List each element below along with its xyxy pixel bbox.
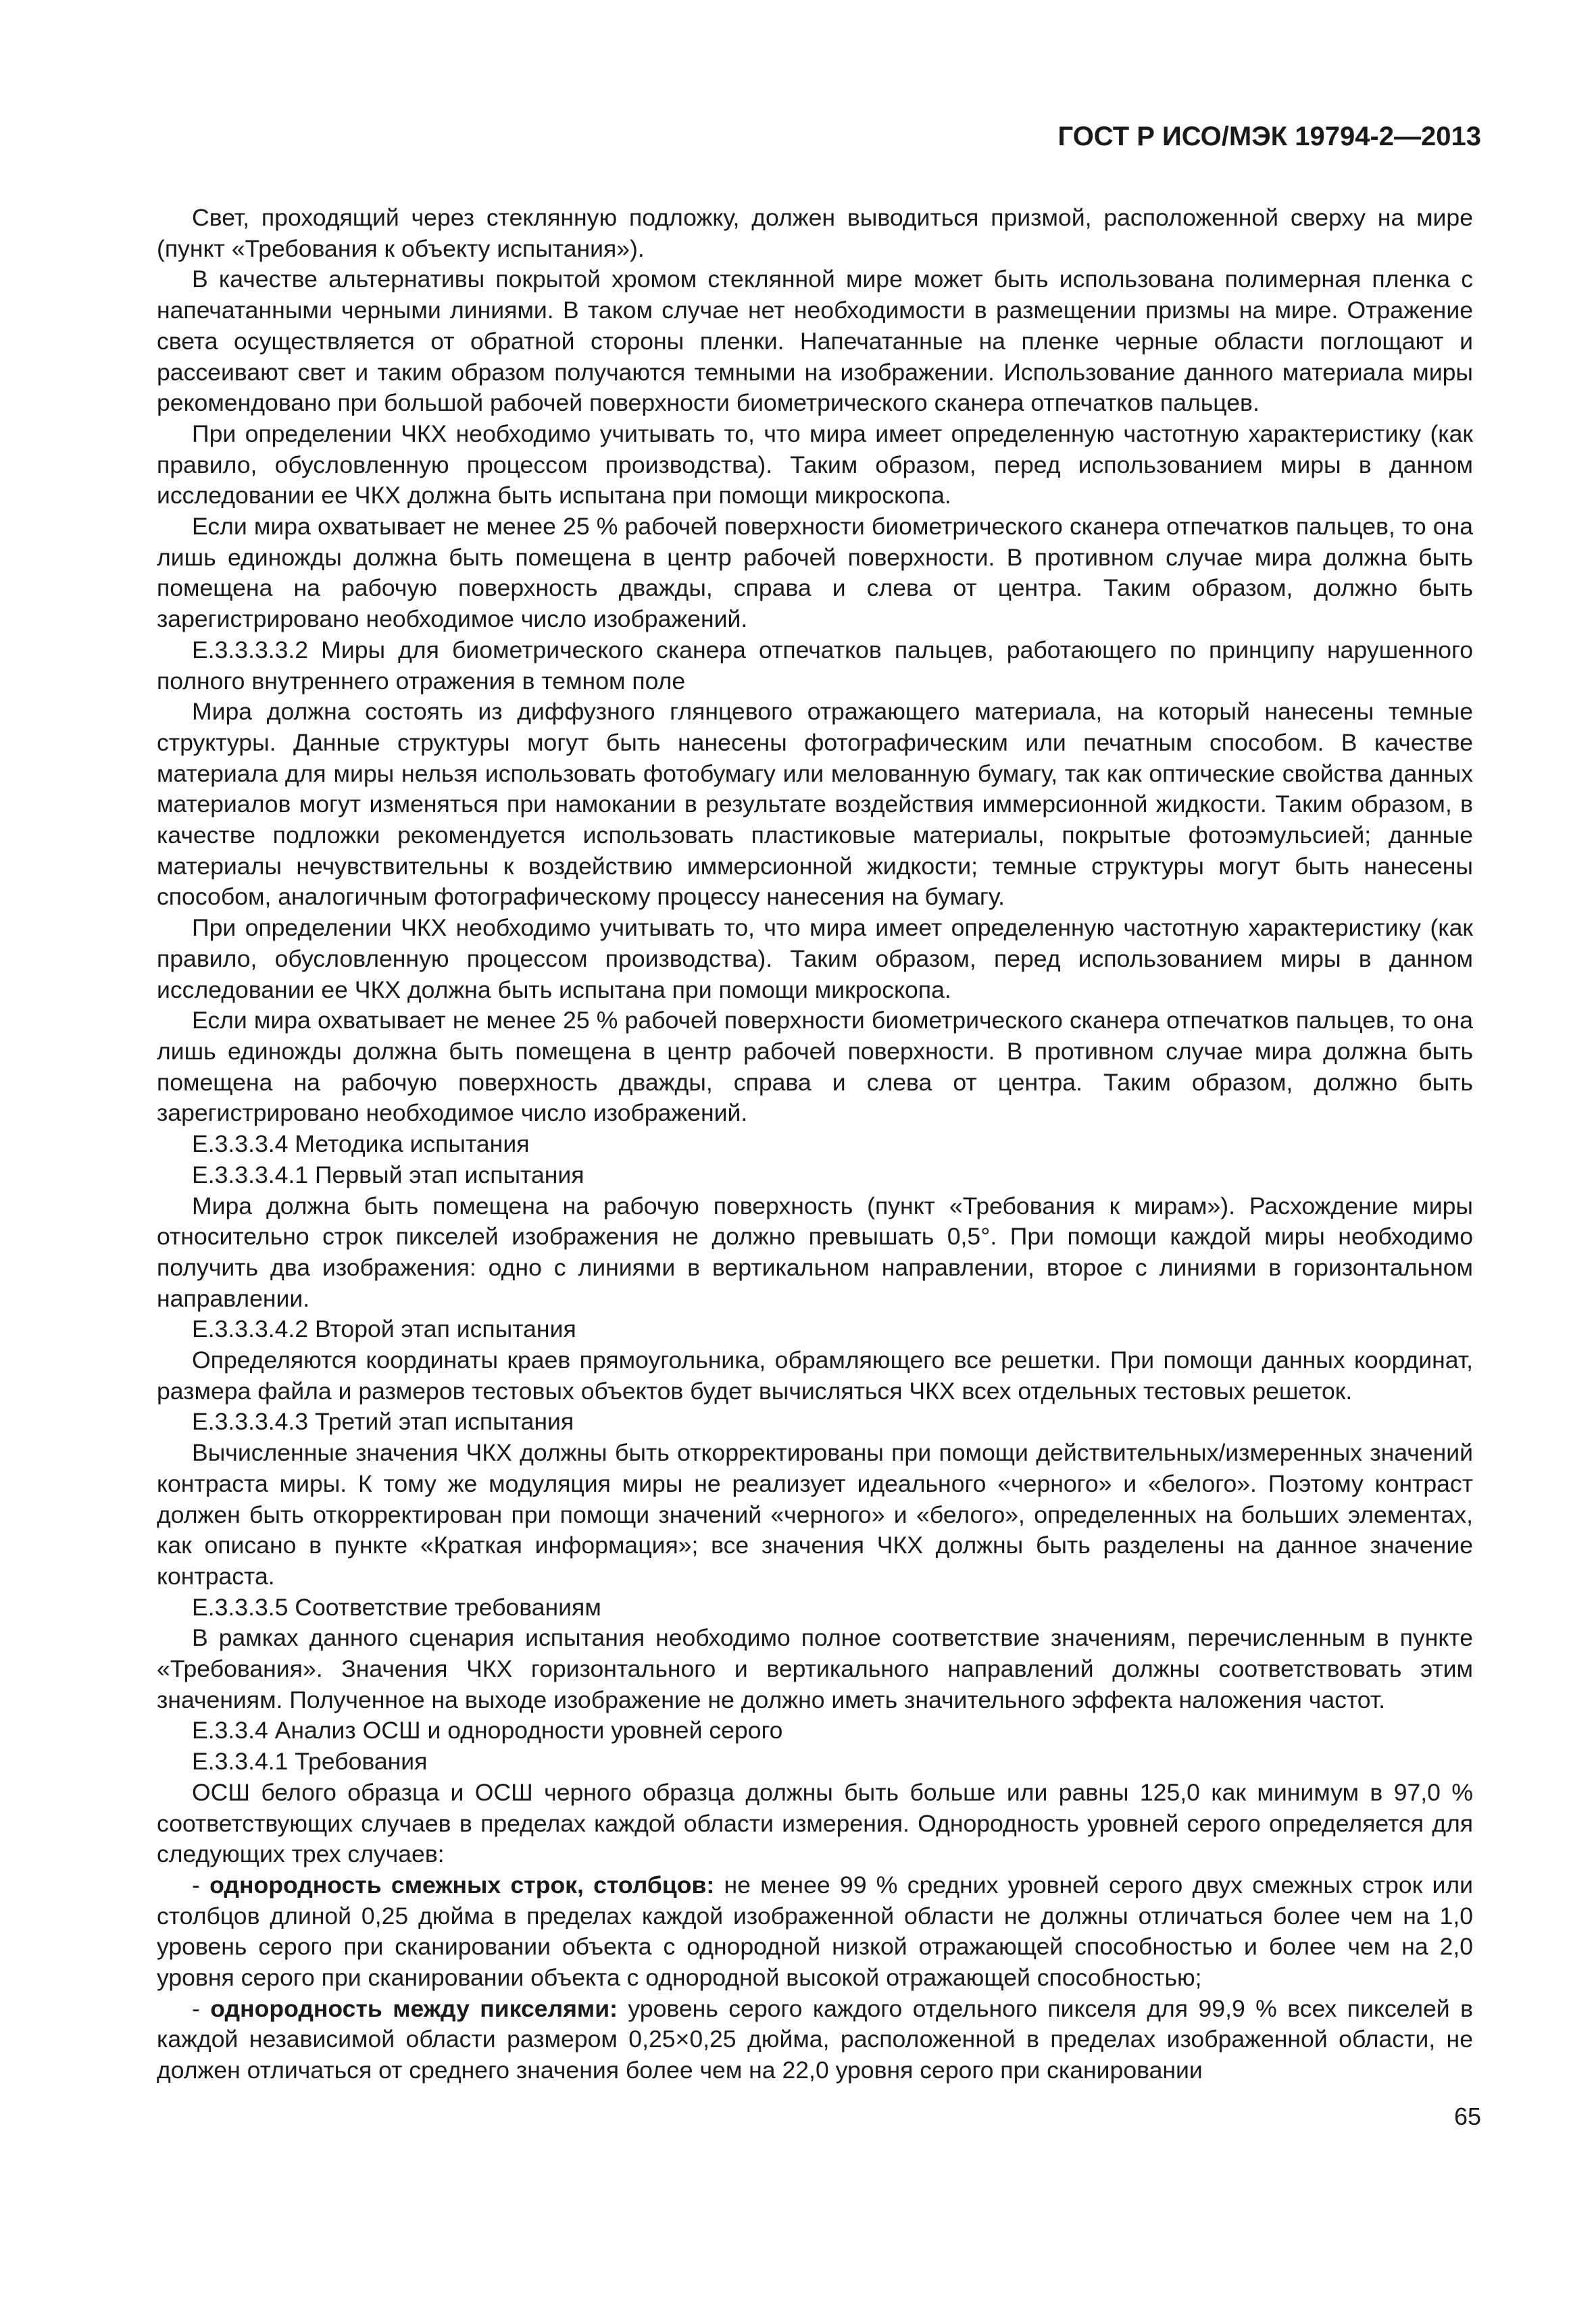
paragraph: При определении ЧКХ необходимо учитывать то, что мира имеет определенную частотную характеристику (как правило, обусловленную процессом производства). Таким образом, перед использованием миры в данном исследовании ее ЧКХ должна быть испытана при помощи микроскопа. (157, 420, 1473, 509)
list-item (157, 1870, 1473, 1994)
paragraph: Вычисленные значения ЧКХ должны быть откорректированы при помощи действительных/измеренных значений контраста миры. К тому же модуляция миры не реализует идеального «черного» и «белого». Поэтому контраст должен быть откорректирован при помощи значений «черного» и «белого», определенных на больших элементах, как описано в пункте «Краткая информация»; все значения ЧКХ должны быть разделены на данное значение контраста. (157, 1439, 1473, 1590)
paragraph: Свет, проходящий через стеклянную подложку, должен выводиться призмой, расположенной сверху на мире (пункт «Требования к объекту испытания»). (157, 204, 1473, 262)
section-heading: Е.3.3.3.4.2 Второй этап испытания (192, 1315, 576, 1343)
paragraph: Мира должна состоять из диффузного глянцевого отражающего материала, на который нанесены темные структуры. Данные структуры могут быть нанесены фотографическим или печатным способом. В качестве материала для миры нельзя использовать фотобумагу или мелованную бумагу, так как оптические свойства данных материалов могут изменяться при намокании в результате воздействия иммерсионной жидкости. Таким образом, в качестве подложки рекомендуется использовать пластиковые материалы, покрытые фотоэмульсией; данные материалы нечувствительны к воздействию иммерсионной жидкости; темные структуры могут быть нанесены способом, аналогичным фотографическому процессу нанесения на бумагу. (157, 698, 1473, 911)
list-item-text: уровень серого каждого отдельного пикселя для 99,9 % всех пикселей в каждой независимой области размером 0,25×0,25 дюйма, расположенной в пределах изображенной области, не должен отличаться от среднего значения более чем на 22,0 уровня серого при сканировании (157, 1994, 1473, 2084)
paragraph: Определяются координаты краев прямоугольника, обрамляющего все решетки. При помощи данных координат, размера файла и размеров тестовых объектов будет вычисляться ЧКХ всех отдельных тестовых решеток. (157, 1347, 1473, 1405)
list-item-text: не менее 99 % средних уровней серого двух смежных строк или столбцов длиной 0,25 дюйма в пределах каждой изображенной области не должны отличаться более чем на 1,0 уровень серого при сканировании объекта с однородной низкой отражающей способностью и более чем на 2,0 уровня серого при сканировании объекта с однородной высокой отражающей способностью; (157, 1871, 1473, 1992)
list-item (157, 1994, 1473, 2086)
document-body (157, 203, 1473, 2086)
section-heading: Е.3.3.3.4.1 Первый этап испытания (192, 1161, 584, 1188)
paragraph: При определении ЧКХ необходимо учитывать то, что мира имеет определенную частотную характеристику (как правило, обусловленную процессом производства). Таким образом, перед использованием миры в данном исследовании ее ЧКХ должна быть испытана при помощи микроскопа. (157, 914, 1473, 1003)
paragraph: Если мира охватывает не менее 25 % рабочей поверхности биометрического сканера отпечатков пальцев, то она лишь единожды должна быть помещена в центр рабочей поверхности. В противном случае мира должна быть помещена на рабочую поверхность дважды, справа и слева от центра. Таким образом, должно быть зарегистрировано необходимое число изображений. (157, 513, 1473, 633)
document-header: ГОСТ Р ИСО/МЭК 19794-2—2013 (1057, 122, 1481, 151)
page-number: 65 (1453, 2103, 1481, 2130)
paragraph: Мира должна быть помещена на рабочую поверхность (пункт «Требования к мирам»). Расхождение миры относительно строк пикселей изображения не должно превышать 0,5°. При помощи каждой миры необходимо получить два изображения: одно с линиями в вертикальном направлении, второе с линиями в горизонтальном направлении. (157, 1192, 1473, 1312)
section-heading: Е.3.3.3.4.3 Третий этап испытания (192, 1408, 574, 1436)
paragraph: ОСШ белого образца и ОСШ черного образца должны быть больше или равны 125,0 как минимум в 97,0 % соответствующих случаев в пределах каждой области измерения. Однородность уровней серого определяется для следующих трех случаев: (157, 1778, 1473, 1868)
list-item-term: однородность смежных строк, столбцов: (209, 1871, 715, 1898)
list-item-prefix: - (192, 1994, 211, 2022)
list-item-term: однородность между пикселями: (210, 1994, 618, 2022)
section-heading: Е.3.3.4 Анализ ОСШ и однородности уровней серого (192, 1717, 783, 1744)
section-heading: Е.3.3.3.3.2 Миры для биометрического сканера отпечатков пальцев, работающего по принципу нарушенного полного внутреннего отражения в темном поле (157, 636, 1473, 695)
section-heading: Е.3.3.4.1 Требования (192, 1748, 428, 1776)
section-heading: Е.3.3.3.5 Соответствие требованиям (192, 1593, 601, 1621)
list-item-prefix: - (192, 1871, 210, 1898)
paragraph: В рамках данного сценария испытания необходимо полное соответствие значениям, перечисленным в пункте «Требования». Значения ЧКХ горизонтального и вертикального направлений должны соответствовать этим значениям. Полученное на выходе изображение не должно иметь значительного эффекта наложения частот. (157, 1624, 1473, 1713)
paragraph: В качестве альтернативы покрытой хромом стеклянной мире может быть использована полимерная пленка с напечатанными черными линиями. В таком случае нет необходимости в размещении призмы на мире. Отражение света осуществляется от обратной стороны пленки. Напечатанные на пленке черные области поглощают и рассеивают свет и таким образом получаются темными на изображении. Использование данного материала миры рекомендовано при большой рабочей поверхности биометрического сканера отпечатков пальцев. (157, 266, 1473, 417)
section-heading: Е.3.3.3.4 Методика испытания (192, 1130, 530, 1158)
paragraph: Если мира охватывает не менее 25 % рабочей поверхности биометрического сканера отпечатков пальцев, то она лишь единожды должна быть помещена в центр рабочей поверхности. В противном случае мира должна быть помещена на рабочую поверхность дважды, справа и слева от центра. Таким образом, должно быть зарегистрировано необходимое число изображений. (157, 1007, 1473, 1127)
